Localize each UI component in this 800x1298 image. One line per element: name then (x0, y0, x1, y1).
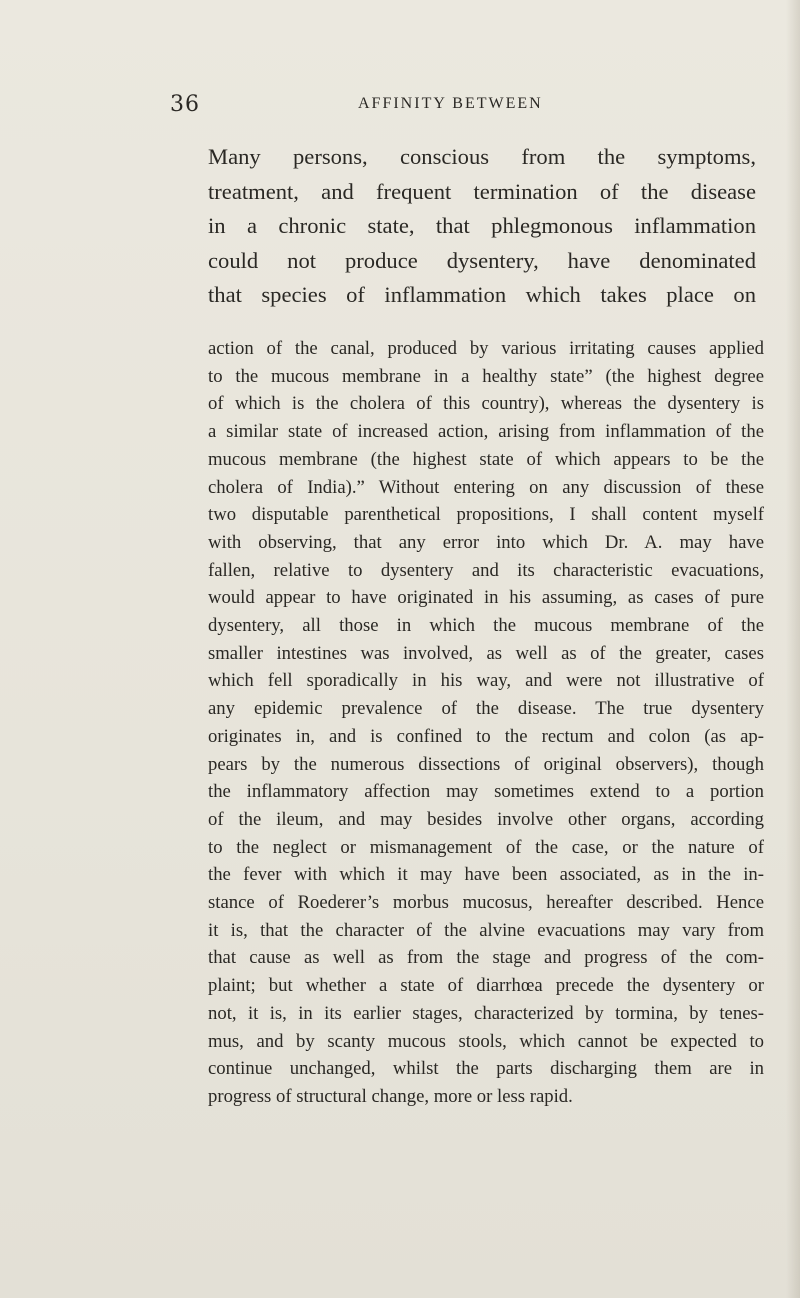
text-line: could not produce dysentery, have denominated (208, 247, 756, 273)
text-line: the inflammatory affection may sometimes extend to a portion (208, 781, 764, 803)
text-line: of which is the cholera of this country), whereas the dysentery is (208, 393, 764, 415)
text-line: progress of structural change, more or less rapid. (208, 1085, 573, 1107)
text-line: Many persons, conscious from the symptoms, (208, 144, 756, 169)
text-line: a similar state of increased action, arising from inflammation of the (208, 421, 764, 443)
text-line: that cause as well as from the stage and progress of the com- (208, 947, 764, 969)
text-line: which fell sporadically in his way, and were not illustrative of (208, 670, 764, 692)
text-line: that species of inflammation which takes place on (208, 282, 756, 308)
text-line: pears by the numerous dissections of original observers), though (208, 753, 764, 775)
text-line: originates in, and is confined to the rectum and colon (as ap- (208, 725, 764, 747)
text-line: to the mucous membrane in a healthy state” (the highest degree (208, 365, 764, 387)
text-line: plaint; but whether a state of diarrhœa precede the dysentery or (208, 975, 764, 997)
text-line: with observing, that any error into which Dr. A. may have (208, 531, 764, 553)
text-line: continue unchanged, whilst the parts discharging them are in (208, 1058, 764, 1080)
text-line: of the ileum, and may besides involve other organs, according (208, 808, 764, 830)
text-line: stance of Roederer’s morbus mucosus, hereafter described. Hence (208, 892, 764, 914)
text-line: not, it is, in its earlier stages, characterized by tormina, by tenes- (208, 1002, 764, 1024)
text-line: treatment, and frequent termination of the disease (208, 178, 756, 204)
text-line: any epidemic prevalence of the disease. The true dysentery (208, 698, 764, 720)
text-line: two disputable parenthetical propositions, I shall content myself (208, 504, 764, 526)
large-type-paragraph (208, 140, 756, 313)
text-line: it is, that the character of the alvine evacuations may vary from (208, 919, 764, 941)
text-line: mus, and by scanty mucous stools, which cannot be expected to (208, 1030, 764, 1052)
text-line: to the neglect or mismanagement of the case, or the nature of (208, 836, 764, 858)
page-header (170, 92, 730, 116)
text-line: in a chronic state, that phlegmonous inflammation (208, 213, 756, 239)
small-type-paragraph (208, 335, 764, 1111)
text-line: mucous membrane (the highest state of which appears to be the (208, 448, 764, 470)
page-edge-shadow (786, 0, 800, 1298)
text-line: fallen, relative to dysentery and its characteristic evacuations, (208, 559, 764, 581)
text-line: smaller intestines was involved, as well as of the greater, cases (208, 642, 764, 664)
running-head: AFFINITY BETWEEN (358, 95, 543, 112)
text-line: the fever with which it may have been associated, as in the in- (208, 864, 764, 886)
text-line: would appear to have originated in his assuming, as cases of pure (208, 587, 764, 609)
page-number: 36 (170, 92, 200, 117)
text-line: cholera of India).” Without entering on any discussion of these (208, 476, 764, 498)
text-line: dysentery, all those in which the mucous membrane of the (208, 615, 764, 637)
text-line: action of the canal, produced by various irritating causes applied (208, 338, 764, 359)
